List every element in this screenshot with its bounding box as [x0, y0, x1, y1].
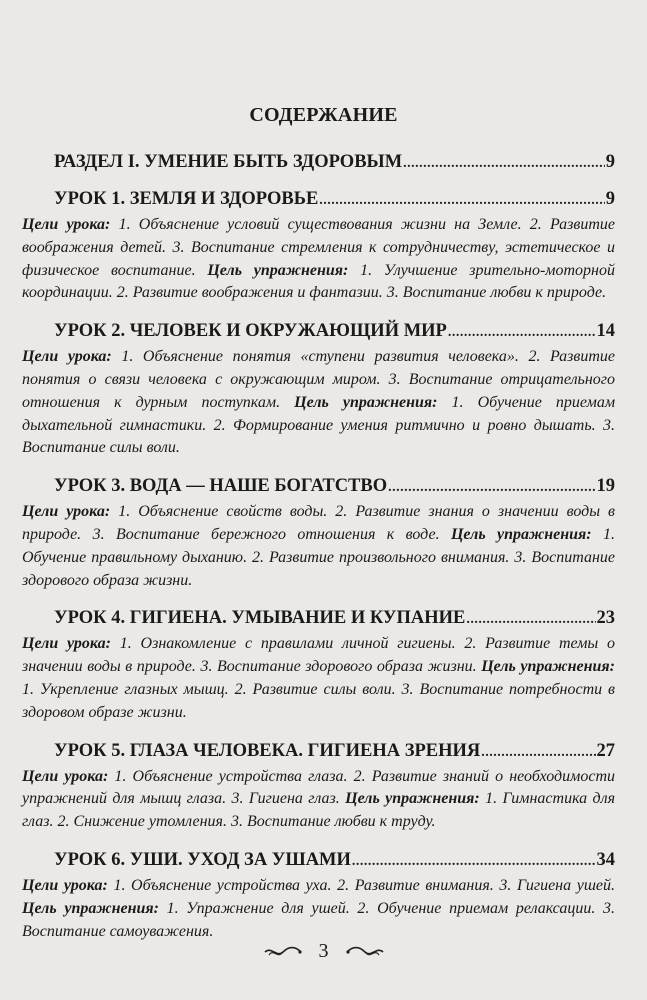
page-footer	[0, 940, 647, 963]
exercise-label: Цель упражнения:	[207, 261, 349, 279]
lesson-title: УРОК 6. УШИ. УХОД ЗА УШАМИ	[54, 849, 351, 870]
toc-lesson-2	[22, 319, 615, 460]
scroll-ornament-icon	[345, 945, 385, 959]
dot-leader	[403, 152, 605, 176]
exercise-label: Цель упражнения:	[294, 393, 438, 411]
dot-leader	[319, 189, 604, 213]
lesson-heading	[22, 848, 615, 874]
goals-label: Цели урока:	[22, 216, 111, 233]
goals-text: 1. Объяснение свойств воды. 2. Развитие знания о значении воды в природе. 3. Воспитание бережного отношения к воде.	[22, 503, 615, 543]
lesson-page-number: 27	[596, 740, 615, 761]
lesson-description	[22, 766, 615, 834]
goals-text: 1. Объяснение устройства уха. 2. Развитие внимания. 3. Гигиена ушей.	[113, 876, 616, 894]
section-page-number: 9	[605, 152, 615, 172]
lesson-heading	[22, 319, 615, 345]
lesson-description	[22, 875, 615, 943]
goals-text: 1. Объяснение устройства глаза. 2. Развитие знаний о необходимости упражнений для мышц глаза. 3. Гигиена глаз.	[22, 767, 615, 808]
section-title: РАЗДЕЛ I. УМЕНИЕ БЫТЬ ЗДОРОВЫМ	[54, 152, 403, 172]
lesson-heading	[22, 474, 615, 500]
lesson-title: УРОК 2. ЧЕЛОВЕК И ОКРУЖАЮЩИЙ МИР	[54, 321, 447, 342]
exercise-label: Цель упражнения:	[450, 525, 592, 543]
exercise-text: 1. Обучение правильному дыханию. 2. Развитие произвольного внимания. 3. Воспитание здорового образа жизни.	[22, 525, 616, 589]
exercise-text: 1. Укрепление глазных мышц. 2. Развитие силы воли. 3. Воспитание потребности в здоровом образе жизни.	[22, 680, 615, 721]
dot-leader	[466, 608, 595, 632]
lesson-title: УРОК 5. ГЛАЗА ЧЕЛОВЕКА. ГИГИЕНА ЗРЕНИЯ	[54, 740, 481, 761]
section-heading	[22, 150, 615, 176]
toc-lesson-3	[22, 474, 615, 592]
lesson-description	[22, 501, 615, 592]
goals-label: Цели урока:	[22, 767, 109, 785]
exercise-text: 1. Улучшение зрительно-моторной координации. 2. Развитие воображения и фантазии. 3. Воспитание любви к природе.	[22, 261, 615, 302]
lesson-page-number: 19	[596, 476, 615, 497]
dot-leader	[352, 850, 596, 874]
lesson-page-number: 23	[596, 608, 615, 629]
exercise-text: 1. Упражнение для ушей. 2. Обучение приемам релаксации. 3. Воспитание самоуважения.	[22, 899, 615, 940]
lesson-page-number: 34	[596, 849, 615, 870]
table-of-contents	[22, 150, 615, 957]
toc-section-entry	[22, 150, 615, 176]
lesson-heading	[22, 606, 615, 632]
toc-lesson-6	[22, 848, 615, 943]
exercise-text: 1. Гимнастика для глаз. 2. Снижение утомления. 3. Воспитание любви к труду.	[22, 790, 616, 831]
page-title: СОДЕРЖАНИЕ	[249, 104, 398, 126]
lesson-description	[22, 633, 615, 724]
exercise-label: Цель упражнения:	[22, 899, 159, 917]
lesson-title: УРОК 3. ВОДА — НАШЕ БОГАТСТВО	[54, 476, 388, 497]
lesson-page-number: 9	[605, 189, 615, 209]
goals-text: 1. Объяснение понятия «ступени развития человека». 2. Развитие понятия о связи человека с окружающим миром. 3. Воспитание отрицательного отношения к дурным поступкам.	[22, 348, 616, 411]
lesson-title: УРОК 4. ГИГИЕНА. УМЫВАНИЕ И КУПАНИЕ	[54, 608, 466, 629]
exercise-label: Цель упражнения:	[345, 790, 480, 808]
lesson-page-number: 14	[596, 321, 615, 342]
page-number: 3	[318, 940, 329, 962]
goals-label: Цели урока:	[22, 503, 111, 521]
goals-label: Цели урока:	[22, 876, 108, 894]
goals-label: Цели урока:	[22, 348, 112, 366]
toc-lesson-1	[22, 187, 615, 305]
toc-lesson-4	[22, 606, 615, 724]
goals-label: Цели урока:	[22, 635, 111, 653]
lesson-heading	[22, 739, 615, 765]
lesson-description	[22, 214, 615, 305]
lesson-description	[22, 346, 615, 460]
toc-lesson-5	[22, 739, 615, 834]
dot-leader	[448, 321, 596, 345]
scroll-ornament-icon	[263, 945, 303, 959]
lesson-heading	[22, 187, 615, 213]
exercise-label: Цель упражнения:	[481, 658, 615, 676]
exercise-text: 1. Обучение приемам дыхательной гимнастики. 2. Формирование умения ритмично и ровно дышать. 3. Воспитание силы воли.	[22, 393, 616, 457]
goals-text: 1. Объяснение условий существования жизни на Земле. 2. Развитие воображения детей. 3. Воспитание стремления к сотрудничеству, эстетическое и физическое воспитание.	[22, 216, 616, 279]
lesson-title: УРОК 1. ЗЕМЛЯ И ЗДОРОВЬЕ	[54, 189, 319, 209]
goals-text: 1. Ознакомление с правилами личной гигиены. 2. Развитие темы о значении воды в природе. 3. Воспитание здорового образа жизни.	[22, 635, 616, 676]
dot-leader	[481, 741, 595, 765]
dot-leader	[388, 476, 595, 500]
